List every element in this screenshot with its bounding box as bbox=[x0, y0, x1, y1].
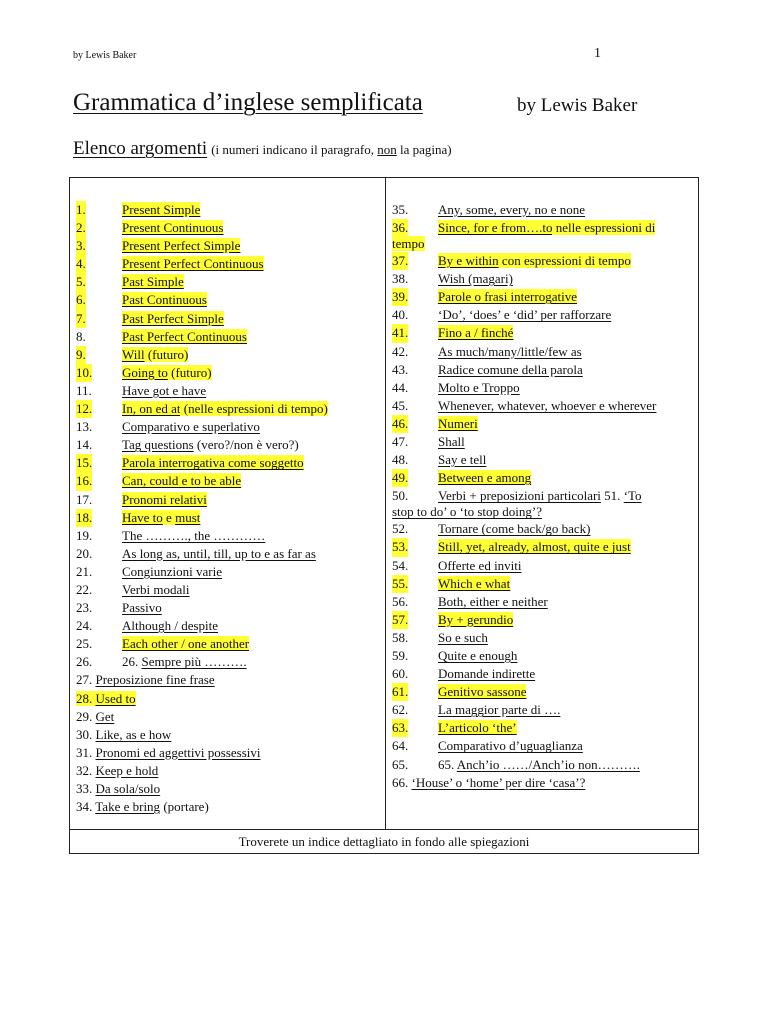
toc-entry-number: 23. bbox=[76, 600, 93, 616]
toc-entry-text bbox=[438, 415, 478, 433]
toc-entry-number: 62. bbox=[392, 702, 409, 718]
toc-entry-text bbox=[122, 364, 212, 382]
toc-entry-number: 25. bbox=[76, 636, 93, 652]
document-byline: by Lewis Baker bbox=[517, 95, 638, 116]
toc-entry-number: 19. bbox=[76, 527, 93, 543]
toc-entry bbox=[392, 433, 698, 451]
toc-entry-text bbox=[122, 635, 249, 653]
toc-entry-number: 34. bbox=[76, 799, 96, 815]
toc-entry-number: 10. bbox=[76, 364, 92, 382]
toc-entry-text bbox=[122, 328, 247, 346]
toc-entry-part: 26. bbox=[122, 654, 142, 670]
toc-entry-part: Comparativo e superlativo bbox=[122, 419, 260, 435]
toc-entry-part: Still, yet, already, almost, quite e just bbox=[438, 539, 631, 555]
toc-entry-number: 5. bbox=[76, 273, 86, 291]
toc-entry-number: 22. bbox=[76, 581, 93, 597]
toc-entry-number: 12. bbox=[76, 400, 92, 418]
toc-entry bbox=[76, 364, 380, 382]
toc-entry bbox=[392, 538, 698, 556]
toc-entry-part: Parola interrogativa come soggetto bbox=[122, 455, 304, 471]
toc-entry-text bbox=[438, 557, 522, 575]
toc-entry bbox=[76, 237, 380, 255]
toc-entry-part: ‘House’ o ‘home’ per dire ‘casa’? bbox=[411, 774, 586, 790]
toc-entry-number: 11. bbox=[76, 382, 92, 398]
toc-entry bbox=[392, 219, 698, 252]
toc-entry-text bbox=[122, 599, 162, 617]
toc-entry-text bbox=[438, 701, 560, 719]
toc-entry bbox=[76, 382, 380, 400]
toc-entry-number: 9. bbox=[76, 346, 86, 364]
toc-entry-text bbox=[76, 798, 209, 816]
toc-entry bbox=[76, 291, 380, 309]
toc-entry-part: Molto e Troppo bbox=[438, 379, 520, 395]
toc-heading-note bbox=[211, 142, 451, 157]
toc-entry bbox=[76, 328, 380, 346]
toc-entry bbox=[392, 270, 698, 288]
toc-entry-number: 32. bbox=[76, 762, 96, 778]
toc-entry bbox=[76, 617, 380, 635]
page-number: 1 bbox=[594, 46, 601, 61]
document-title: Grammatica d’inglese semplificata bbox=[73, 89, 423, 116]
toc-entry bbox=[392, 683, 698, 701]
toc-entry bbox=[392, 324, 698, 342]
toc-entry-part: Have got e have bbox=[122, 382, 207, 398]
toc-entry bbox=[392, 665, 698, 683]
toc-entry-part: Anch’io ……/Anch’io non………. bbox=[456, 756, 640, 772]
toc-entry bbox=[392, 701, 698, 719]
toc-entry-part: Which e what bbox=[438, 575, 511, 591]
toc-entry-part: Whenever, whatever, whoever e wherever bbox=[438, 397, 657, 413]
toc-entry-part: Have to bbox=[122, 509, 163, 525]
running-header-author: by Lewis Baker bbox=[73, 50, 137, 61]
toc-entry-text bbox=[122, 382, 206, 400]
toc-entry-text bbox=[122, 509, 200, 527]
toc-entry-part: Since, for e from….to bbox=[438, 220, 553, 236]
toc-entry-number: 13. bbox=[76, 419, 93, 435]
toc-entry-text bbox=[122, 472, 241, 490]
toc-entry bbox=[76, 635, 380, 653]
toc-entry-part: Take e bring bbox=[95, 799, 161, 815]
toc-entry bbox=[76, 527, 380, 545]
toc-entry bbox=[76, 273, 380, 291]
toc-entry-number: 15. bbox=[76, 454, 92, 472]
toc-entry bbox=[76, 201, 380, 219]
toc-entry-part: Present Perfect Simple bbox=[122, 238, 241, 254]
toc-entry-text bbox=[438, 252, 631, 270]
toc-entry-text bbox=[438, 520, 590, 538]
toc-entry-text bbox=[122, 581, 190, 599]
toc-entry-part: In, on ed at bbox=[122, 401, 181, 417]
toc-entry-part: nelle espressioni di bbox=[552, 220, 656, 236]
toc-entry-number: 53. bbox=[392, 538, 408, 556]
toc-entry-number: 16. bbox=[76, 472, 92, 490]
column-divider bbox=[385, 178, 386, 829]
toc-heading bbox=[73, 138, 452, 160]
toc-entry-text bbox=[122, 400, 328, 418]
toc-entry-number: 26. bbox=[76, 654, 93, 670]
toc-entry-part: Verbi + preposizioni particolari bbox=[438, 488, 601, 504]
toc-entry-text bbox=[76, 708, 114, 726]
toc-entry-part: As long as, until, till, up to e as far as bbox=[122, 545, 316, 561]
toc-entry-text bbox=[122, 237, 240, 255]
toc-entry bbox=[392, 629, 698, 647]
toc-entry-text bbox=[122, 454, 304, 472]
toc-entry-part: Pronomi ed aggettivi possessivi bbox=[95, 744, 261, 760]
toc-entry-text bbox=[438, 737, 583, 755]
toc-entry-part: Keep e hold bbox=[95, 762, 159, 778]
toc-entry bbox=[76, 780, 380, 798]
toc-entry-number: 31. bbox=[76, 744, 96, 760]
toc-entry bbox=[76, 599, 380, 617]
toc-entry-text bbox=[122, 617, 218, 635]
toc-entry-text bbox=[438, 306, 611, 324]
toc-note-non: non bbox=[377, 142, 397, 157]
toc-entry-part: Each other / one another bbox=[122, 636, 250, 652]
toc-entry-text bbox=[438, 451, 486, 469]
toc-entry bbox=[76, 545, 380, 563]
toc-entry-part: Used to bbox=[95, 690, 136, 706]
toc-entry bbox=[392, 719, 698, 737]
toc-entry bbox=[76, 653, 380, 671]
toc-entry-number: 48. bbox=[392, 452, 409, 468]
toc-entry bbox=[76, 509, 380, 527]
toc-entry-text bbox=[438, 433, 465, 451]
toc-entry-part: So e such bbox=[438, 629, 488, 645]
toc-entry-text bbox=[122, 255, 264, 273]
toc-entry-text bbox=[76, 780, 160, 798]
toc-entry-text bbox=[438, 288, 577, 306]
toc-entry bbox=[392, 737, 698, 755]
toc-entry-number: 66. bbox=[392, 774, 412, 790]
toc-entry-part: Present Continuous bbox=[122, 220, 224, 236]
toc-entry-text bbox=[438, 343, 582, 361]
toc-entry-text bbox=[76, 671, 215, 689]
toc-right-column bbox=[392, 201, 698, 792]
toc-entry-number: 2. bbox=[76, 219, 86, 237]
toc-entry-text bbox=[122, 545, 316, 563]
toc-entry-part: Will bbox=[122, 346, 145, 362]
toc-entry-text bbox=[76, 762, 158, 780]
toc-entry-part: Past Continuous bbox=[122, 292, 207, 308]
toc-entry-part: Tag questions bbox=[122, 437, 194, 453]
toc-entry-part: Pronomi relativi bbox=[122, 491, 207, 507]
toc-entry bbox=[76, 581, 380, 599]
toc-entry-number: 54. bbox=[392, 557, 409, 573]
toc-entry-part: Past Perfect Simple bbox=[122, 310, 224, 326]
toc-entry-text bbox=[438, 538, 631, 556]
toc-entry-part: As much/many/little/few as bbox=[438, 343, 582, 359]
toc-entry bbox=[392, 343, 698, 361]
toc-entry-number: 55. bbox=[392, 575, 408, 593]
toc-entry-number: 20. bbox=[76, 545, 93, 561]
toc-entry-part: Say e tell bbox=[438, 452, 487, 468]
toc-entry-number: 40. bbox=[392, 307, 409, 323]
toc-entry bbox=[76, 491, 380, 509]
toc-entry-wrapline bbox=[392, 236, 700, 252]
toc-entry-text bbox=[438, 270, 513, 288]
toc-entry-number: 29. bbox=[76, 708, 96, 724]
toc-entry bbox=[76, 219, 380, 237]
toc-entry bbox=[392, 397, 698, 415]
toc-entry bbox=[76, 310, 380, 328]
toc-entry-part: 51. bbox=[600, 488, 624, 504]
toc-entry bbox=[392, 611, 698, 629]
toc-entry bbox=[392, 593, 698, 611]
toc-entry-part: stop to do’ o ‘to stop doing’? bbox=[392, 504, 542, 520]
toc-left-column bbox=[76, 201, 380, 816]
toc-entry-text bbox=[122, 436, 299, 454]
toc-entry bbox=[392, 575, 698, 593]
toc-entry bbox=[76, 436, 380, 454]
toc-entry-part: Both, either e neither bbox=[438, 593, 548, 609]
toc-entry-text bbox=[122, 527, 265, 545]
toc-entry-part: By + gerundio bbox=[438, 611, 514, 627]
toc-note-after: la pagina) bbox=[396, 142, 452, 157]
toc-entry-number: 28. bbox=[76, 690, 96, 706]
toc-entry-part: Can, could e to be able bbox=[122, 473, 242, 489]
toc-entry-number: 63. bbox=[392, 719, 408, 737]
toc-entry-text bbox=[438, 647, 517, 665]
toc-entry bbox=[392, 288, 698, 306]
toc-entry-text bbox=[122, 563, 222, 581]
toc-entry bbox=[76, 798, 380, 816]
toc-entry-part: Preposizione fine frase bbox=[95, 672, 215, 688]
toc-entry-part: con espressioni di tempo bbox=[498, 253, 631, 269]
toc-entry-number: 43. bbox=[392, 361, 409, 377]
toc-entry-text bbox=[122, 653, 247, 671]
toc-entry-text bbox=[438, 719, 517, 737]
toc-entry-part: The ………., the ………… bbox=[122, 527, 266, 543]
toc-entry-text bbox=[438, 593, 548, 611]
toc-entry-text bbox=[438, 756, 640, 774]
toc-entry-number: 6. bbox=[76, 291, 86, 309]
toc-entry-part: Get bbox=[95, 708, 115, 724]
toc-entry-part: Any, some, every, no e none bbox=[438, 202, 586, 217]
toc-entry bbox=[76, 346, 380, 364]
toc-entry-number: 64. bbox=[392, 738, 409, 754]
toc-entry-part: Wish (magari) bbox=[438, 271, 513, 287]
toc-entry-text bbox=[438, 397, 656, 415]
toc-entry-part: Comparativo d’uguaglianza bbox=[438, 738, 583, 754]
toc-entry bbox=[392, 379, 698, 397]
toc-entry-number: 27. bbox=[76, 672, 96, 688]
toc-entry bbox=[392, 520, 698, 538]
toc-entry-number: 50. bbox=[392, 488, 409, 504]
toc-entry-part: Like, as e how bbox=[95, 726, 172, 742]
toc-entry-number: 61. bbox=[392, 683, 408, 701]
toc-note-before: (i numeri indicano il paragrafo, bbox=[211, 142, 378, 157]
toc-entry-text bbox=[438, 575, 510, 593]
toc-entry-number: 21. bbox=[76, 563, 93, 579]
toc-entry-part: (nelle espressioni di tempo) bbox=[180, 401, 328, 417]
toc-entry-text bbox=[122, 491, 207, 509]
toc-entry-part: Present Simple bbox=[122, 202, 201, 217]
toc-entry bbox=[76, 400, 380, 418]
toc-entry-part: Passivo bbox=[122, 600, 162, 616]
toc-entry bbox=[76, 671, 380, 689]
toc-entry-number: 56. bbox=[392, 593, 409, 609]
toc-entry-number: 35. bbox=[392, 202, 409, 217]
toc-entry bbox=[76, 563, 380, 581]
toc-entry-part: By e within bbox=[438, 253, 499, 269]
toc-entry bbox=[76, 472, 380, 490]
toc-entry-number: 57. bbox=[392, 611, 408, 629]
toc-entry bbox=[392, 487, 698, 520]
toc-entry-number: 46. bbox=[392, 415, 408, 433]
toc-entry-number: 65. bbox=[392, 756, 409, 772]
toc-entry-part: Between e among bbox=[438, 470, 532, 486]
toc-entry-wrapline bbox=[392, 504, 700, 520]
toc-entry-number: 58. bbox=[392, 629, 409, 645]
toc-entry-number: 36. bbox=[392, 219, 408, 237]
toc-entry-text bbox=[122, 291, 207, 309]
toc-entry-text bbox=[122, 201, 200, 219]
toc-entry-part: Da sola/solo bbox=[95, 781, 161, 796]
toc-entry-part: L’articolo ‘the’ bbox=[438, 720, 517, 736]
toc-entry bbox=[76, 744, 380, 762]
toc-entry-number: 3. bbox=[76, 237, 86, 255]
toc-table bbox=[69, 177, 699, 854]
toc-entry bbox=[392, 774, 698, 792]
toc-entry-part: must bbox=[175, 509, 201, 525]
toc-entry-number: 39. bbox=[392, 288, 408, 306]
toc-entry-part: Domande indirette bbox=[438, 666, 536, 682]
toc-entry bbox=[392, 361, 698, 379]
toc-entry-text bbox=[438, 201, 585, 219]
toc-entry-text bbox=[438, 611, 513, 629]
toc-entry-text bbox=[122, 310, 224, 328]
toc-entry-part: Radice comune della parola bbox=[438, 361, 583, 377]
toc-entry-text bbox=[392, 774, 585, 792]
toc-entry-part: Genitivo sassone bbox=[438, 684, 527, 700]
toc-entry-number: 4. bbox=[76, 255, 86, 273]
toc-entry-number: 42. bbox=[392, 343, 409, 359]
toc-entry-text bbox=[122, 346, 188, 364]
toc-entry-part: Fino a / finché bbox=[438, 325, 514, 341]
toc-entry-part: 65. bbox=[438, 756, 457, 772]
toc-entry-part: Tornare (come back/go back) bbox=[438, 521, 591, 537]
toc-entry-text bbox=[122, 219, 223, 237]
toc-entry bbox=[76, 454, 380, 472]
toc-entry-text bbox=[122, 418, 260, 436]
toc-entry-part: (portare) bbox=[160, 799, 209, 815]
toc-entry-part: Quite e enough bbox=[438, 647, 518, 663]
toc-entry-number: 24. bbox=[76, 618, 93, 634]
toc-entry bbox=[392, 415, 698, 433]
toc-entry bbox=[392, 451, 698, 469]
toc-entry-text bbox=[438, 683, 526, 701]
toc-entry-part: Although / despite bbox=[122, 618, 219, 634]
toc-entry-number: 47. bbox=[392, 434, 409, 450]
toc-entry-number: 45. bbox=[392, 397, 409, 413]
toc-entry bbox=[76, 762, 380, 780]
toc-entry-part: Shall bbox=[438, 434, 465, 450]
toc-entry bbox=[392, 647, 698, 665]
toc-entry bbox=[392, 306, 698, 324]
toc-entry-number: 1. bbox=[76, 201, 86, 219]
toc-entry-text bbox=[438, 469, 531, 487]
toc-entry-part: ‘Do’, ‘does’ e ‘did’ per rafforzare bbox=[438, 307, 612, 323]
toc-entry-part: e bbox=[162, 509, 176, 525]
toc-entry-text bbox=[438, 361, 583, 379]
toc-entry-part: Present Perfect Continuous bbox=[122, 256, 264, 272]
toc-entry-text bbox=[438, 324, 513, 342]
toc-entry bbox=[76, 690, 380, 708]
toc-entry-part: (futuro) bbox=[144, 346, 189, 362]
toc-entry-text bbox=[438, 379, 520, 397]
toc-entry-part: Numeri bbox=[438, 415, 478, 431]
toc-entry-text bbox=[76, 690, 136, 708]
toc-entry bbox=[392, 252, 698, 270]
toc-entry-part: Past Perfect Continuous bbox=[122, 328, 247, 344]
toc-heading-title: Elenco argomenti bbox=[73, 138, 208, 159]
toc-entry-part: Offerte ed inviti bbox=[438, 557, 522, 573]
toc-entry-part: tempo bbox=[392, 236, 425, 252]
toc-footer-note: Troverete un indice dettagliato in fondo alle spiegazioni bbox=[238, 834, 530, 849]
toc-entry bbox=[76, 708, 380, 726]
toc-entry-part: (vero?/non è vero?) bbox=[193, 437, 299, 453]
toc-entry-text bbox=[76, 744, 261, 762]
toc-entry-number: 30. bbox=[76, 726, 96, 742]
toc-entry-number: 7. bbox=[76, 310, 86, 328]
toc-entry-part: La maggior parte di …. bbox=[438, 702, 561, 718]
toc-entry bbox=[76, 726, 380, 744]
toc-entry-part: Sempre più ………. bbox=[141, 654, 247, 670]
toc-entry-text bbox=[76, 726, 171, 744]
toc-entry bbox=[76, 255, 380, 273]
toc-entry bbox=[392, 557, 698, 575]
toc-entry-part: Verbi modali bbox=[122, 581, 190, 597]
toc-entry-text bbox=[438, 665, 535, 683]
toc-entry-number: 41. bbox=[392, 324, 408, 342]
toc-entry-number: 59. bbox=[392, 647, 409, 663]
toc-entry-part: Parole o frasi interrogative bbox=[438, 289, 577, 305]
toc-entry-number: 38. bbox=[392, 271, 409, 287]
toc-entry-number: 17. bbox=[76, 491, 93, 507]
toc-entry bbox=[392, 201, 698, 219]
toc-entry-part: (futuro) bbox=[167, 364, 212, 380]
toc-entry-part: Going to bbox=[122, 364, 168, 380]
toc-entry bbox=[392, 469, 698, 487]
toc-entry bbox=[392, 756, 698, 774]
toc-entry-number: 52. bbox=[392, 521, 409, 537]
toc-entry bbox=[76, 418, 380, 436]
toc-entry-number: 8. bbox=[76, 328, 86, 344]
toc-entry-number: 37. bbox=[392, 252, 408, 270]
toc-entry-part: Congiunzioni varie bbox=[122, 563, 223, 579]
toc-entry-number: 44. bbox=[392, 379, 409, 395]
toc-entry-text bbox=[122, 273, 184, 291]
toc-entry-number: 33. bbox=[76, 781, 96, 796]
toc-entry-number: 18. bbox=[76, 509, 92, 527]
toc-entry-part: Past Simple bbox=[122, 274, 184, 290]
toc-entry-part: ‘To bbox=[623, 488, 642, 504]
toc-entry-number: 60. bbox=[392, 666, 409, 682]
toc-entry-text bbox=[438, 629, 488, 647]
toc-entry-number: 49. bbox=[392, 469, 408, 487]
toc-entry-number: 14. bbox=[76, 437, 93, 453]
